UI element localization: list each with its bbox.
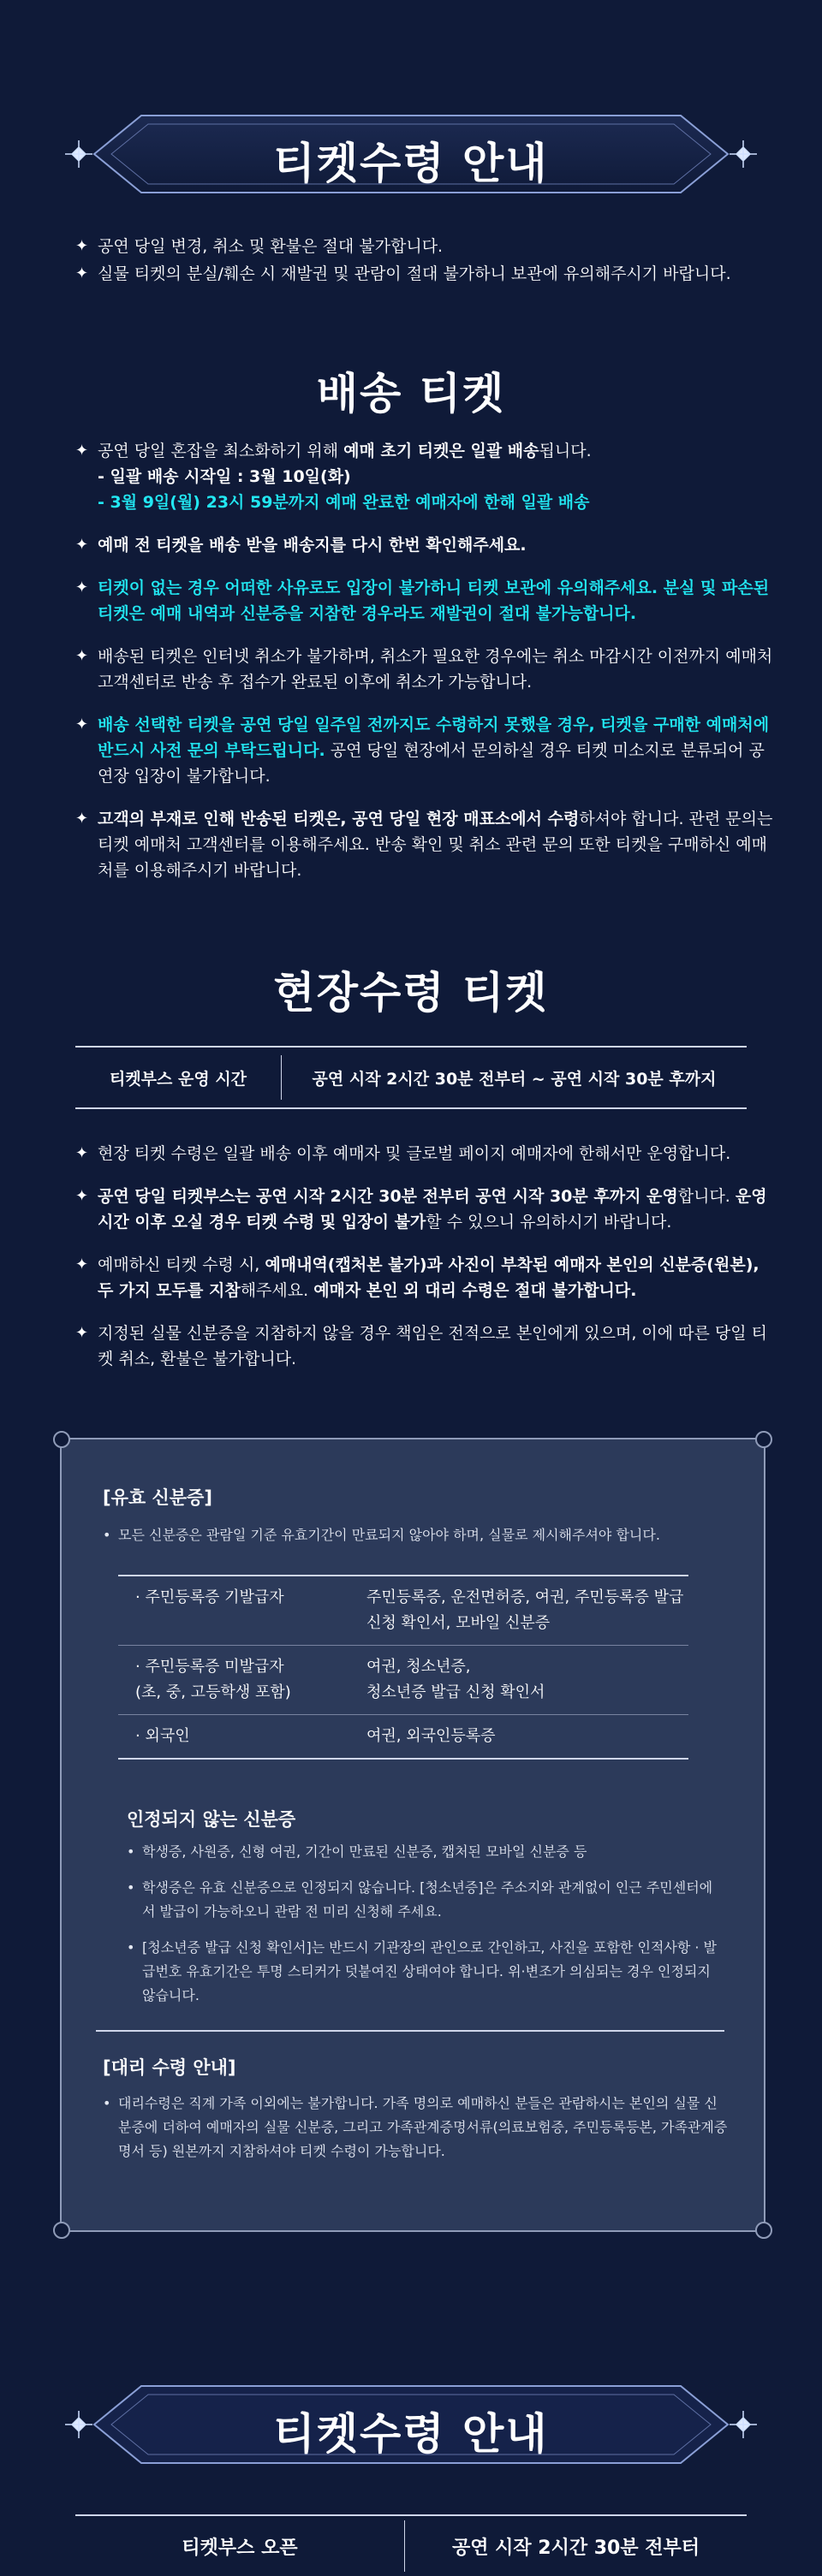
sparkle-icon: ✦	[75, 536, 89, 554]
booth-hours-value: 공연 시작 2시간 30분 전부터 ~ 공연 시작 30분 후까지	[312, 1069, 717, 1089]
booth-open-value: 공연 시작 2시간 30분 전부터	[451, 2537, 700, 2559]
sparkle-icon: ✦	[75, 579, 89, 597]
proxy-note: • 대리수령은 직계 가족 이외에는 불가합니다. 가족 명의로 예매하신 분들은 관람하시는 본인의 실물 신분증에 더하여 예매자의 실물 신분증, 그리고 가족관계증명서류(의료보험증, 주민등록등본, 가족관계증명서 등) 원본까지 지참하셔야 티켓 수령이 가능합니다.	[103, 2095, 728, 2159]
list-item: ✦ 지정된 실물 신분증을 지참하지 않을 경우 책임은 전적으로 본인에게 있으며, 이에 따른 당일 티켓 취소, 환불은 불가합니다.	[75, 1321, 777, 1372]
booth-hours-label: 티켓부스 운영 시간	[109, 1069, 247, 1089]
sparkle-icon: ✦	[75, 647, 89, 665]
valid-id-title: [유효 신분증]	[103, 1487, 212, 1508]
table-row: · 주민등록증 기발급자 주민등록증, 운전면허증, 여권, 주민등록증 발급 신청 확인서, 모바일 신분증	[135, 1588, 684, 1632]
table-row: · 주민등록증 미발급자 (초, 중, 고등학생 포함) 여권, 청소년증, 청소년증 발급 신청 확인서	[118, 1645, 688, 1714]
list-item: ✦ 공연 당일 혼잡을 최소화하기 위해 예매 초기 티켓은 일괄 배송됩니다. - 일괄 배송 시작일 : 3월 10일(화) - 3월 9일(월) 23시 59분까지 예매 완료한 예매자에 한해 일괄 배송	[75, 438, 777, 515]
invalid-id-note: • 학생증, 사원증, 신형 여권, 기간이 만료된 신분증, 캡처된 모바일 신분증 등	[127, 1843, 587, 1860]
sparkle-icon: ✦	[75, 442, 89, 460]
sparkle-icon: ✦	[75, 1144, 89, 1162]
valid-id-table	[118, 1575, 688, 1760]
banner-title: 티켓수령 안내	[273, 2408, 549, 2459]
sparkle-icon: ✦	[75, 810, 89, 828]
corner-ornament-icon	[53, 2222, 70, 2239]
onsite-title: 현장수령 티켓	[273, 967, 549, 1018]
sparkle-icon: ✦	[75, 1187, 89, 1205]
valid-id-note: • 모든 신분증은 관람일 기준 유효기간이 만료되지 않아야 하며, 실물로 제시해주셔야 합니다.	[103, 1527, 660, 1543]
divider	[96, 2030, 724, 2032]
banner-title: 티켓수령 안내	[273, 138, 549, 188]
list-item: ✦ 배송 선택한 티켓을 공연 당일 일주일 전까지도 수령하지 못했을 경우, 티켓을 구매한 예매처에 반드시 사전 문의 부탁드립니다. 공연 당일 현장에서 문의하실 경우 티켓 미소지로 분류되어 공연장 입장이 불가합니다.	[75, 712, 777, 789]
onsite-list	[75, 1141, 777, 1389]
delivery-list	[75, 438, 777, 900]
invalid-id-note: • [청소년증 발급 신청 확인서]는 반드시 기관장의 관인으로 간인하고, 사진을 포함한 인적사항 · 발급번호 유효기간은 투명 스티커가 덧붙여진 상태여야 합니다. 위·변조가 의심되는 경우 인정되지 않습니다.	[127, 1939, 718, 2003]
list-item: ✦ 예매하신 티켓 수령 시, 예매내역(캡처본 불가)과 사진이 부착된 예매자 본인의 신분증(원본), 두 가지 모두를 지참해주세요. 예매자 본인 외 대리 수령은 절대 불가합니다.	[75, 1252, 777, 1303]
invalid-id-note: • 학생증은 유효 신분증으로 인정되지 않습니다. [청소년증]은 주소지와 관계없이 인근 주민센터에서 발급이 가능하오니 관람 전 미리 신청해 주세요.	[127, 1879, 713, 1920]
list-item: ✦ 현장 티켓 수령은 일괄 배송 이후 예매자 및 글로벌 페이지 예매자에 한해서만 운영합니다.	[75, 1141, 777, 1166]
sparkle-icon: ✦	[75, 1255, 89, 1273]
booth-open-row	[75, 2514, 747, 2576]
banner-top	[60, 107, 762, 201]
proxy-title: [대리 수령 안내]	[103, 2057, 236, 2078]
list-item: ✦ 실물 티켓의 분실/훼손 시 재발권 및 관람이 절대 불가하니 보관에 유의해주시기 바랍니다.	[75, 261, 777, 287]
table-row: · 외국인 여권, 외국인등록증	[118, 1714, 688, 1758]
corner-ornament-icon	[53, 1431, 70, 1448]
id-info-card	[60, 1438, 765, 2232]
sparkle-icon: ✦	[75, 715, 89, 733]
intro-list	[75, 234, 777, 288]
sparkle-icon: ✦	[75, 237, 89, 255]
corner-ornament-icon	[755, 1431, 772, 1448]
list-item: ✦ 공연 당일 변경, 취소 및 환불은 절대 불가합니다.	[75, 234, 777, 259]
sparkle-icon: ✦	[75, 264, 89, 282]
invalid-id-title: 인정되지 않는 신분증	[127, 1809, 296, 1830]
corner-ornament-icon	[755, 2222, 772, 2239]
list-item: ✦ 예매 전 티켓을 배송 받을 배송지를 다시 한번 확인해주세요.	[75, 532, 777, 558]
list-item: ✦ 티켓이 없는 경우 어떠한 사유로도 입장이 불가하니 티켓 보관에 유의해주세요. 분실 및 파손된 티켓은 예매 내역과 신분증을 지참한 경우라도 재발권이 절대 불가능합니다.	[75, 575, 777, 626]
booth-open-label: 티켓부스 오픈	[182, 2537, 298, 2559]
list-item: ✦ 공연 당일 티켓부스는 공연 시작 2시간 30분 전부터 공연 시작 30분 후까지 운영합니다. 운영 시간 이후 오실 경우 티켓 수령 및 입장이 불가할 수 있으니 유의하시기 바랍니다.	[75, 1184, 777, 1235]
list-item: ✦ 배송된 티켓은 인터넷 취소가 불가하며, 취소가 필요한 경우에는 취소 마감시간 이전까지 예매처 고객센터로 반송 후 접수가 완료된 이후에 취소가 가능합니다.	[75, 644, 777, 695]
delivery-title: 배송 티켓	[316, 368, 506, 418]
sparkle-icon: ✦	[75, 1324, 89, 1342]
booth-hours-row	[75, 1046, 747, 1109]
list-item: ✦ 고객의 부재로 인해 반송된 티켓은, 공연 당일 현장 매표소에서 수령하셔야 합니다. 관련 문의는 티켓 예매처 고객센터를 이용해주세요. 반송 확인 및 취소 관련 문의 또한 티켓을 구매하신 예매처를 이용해주시기 바랍니다.	[75, 806, 777, 883]
banner-bottom	[60, 2377, 762, 2472]
